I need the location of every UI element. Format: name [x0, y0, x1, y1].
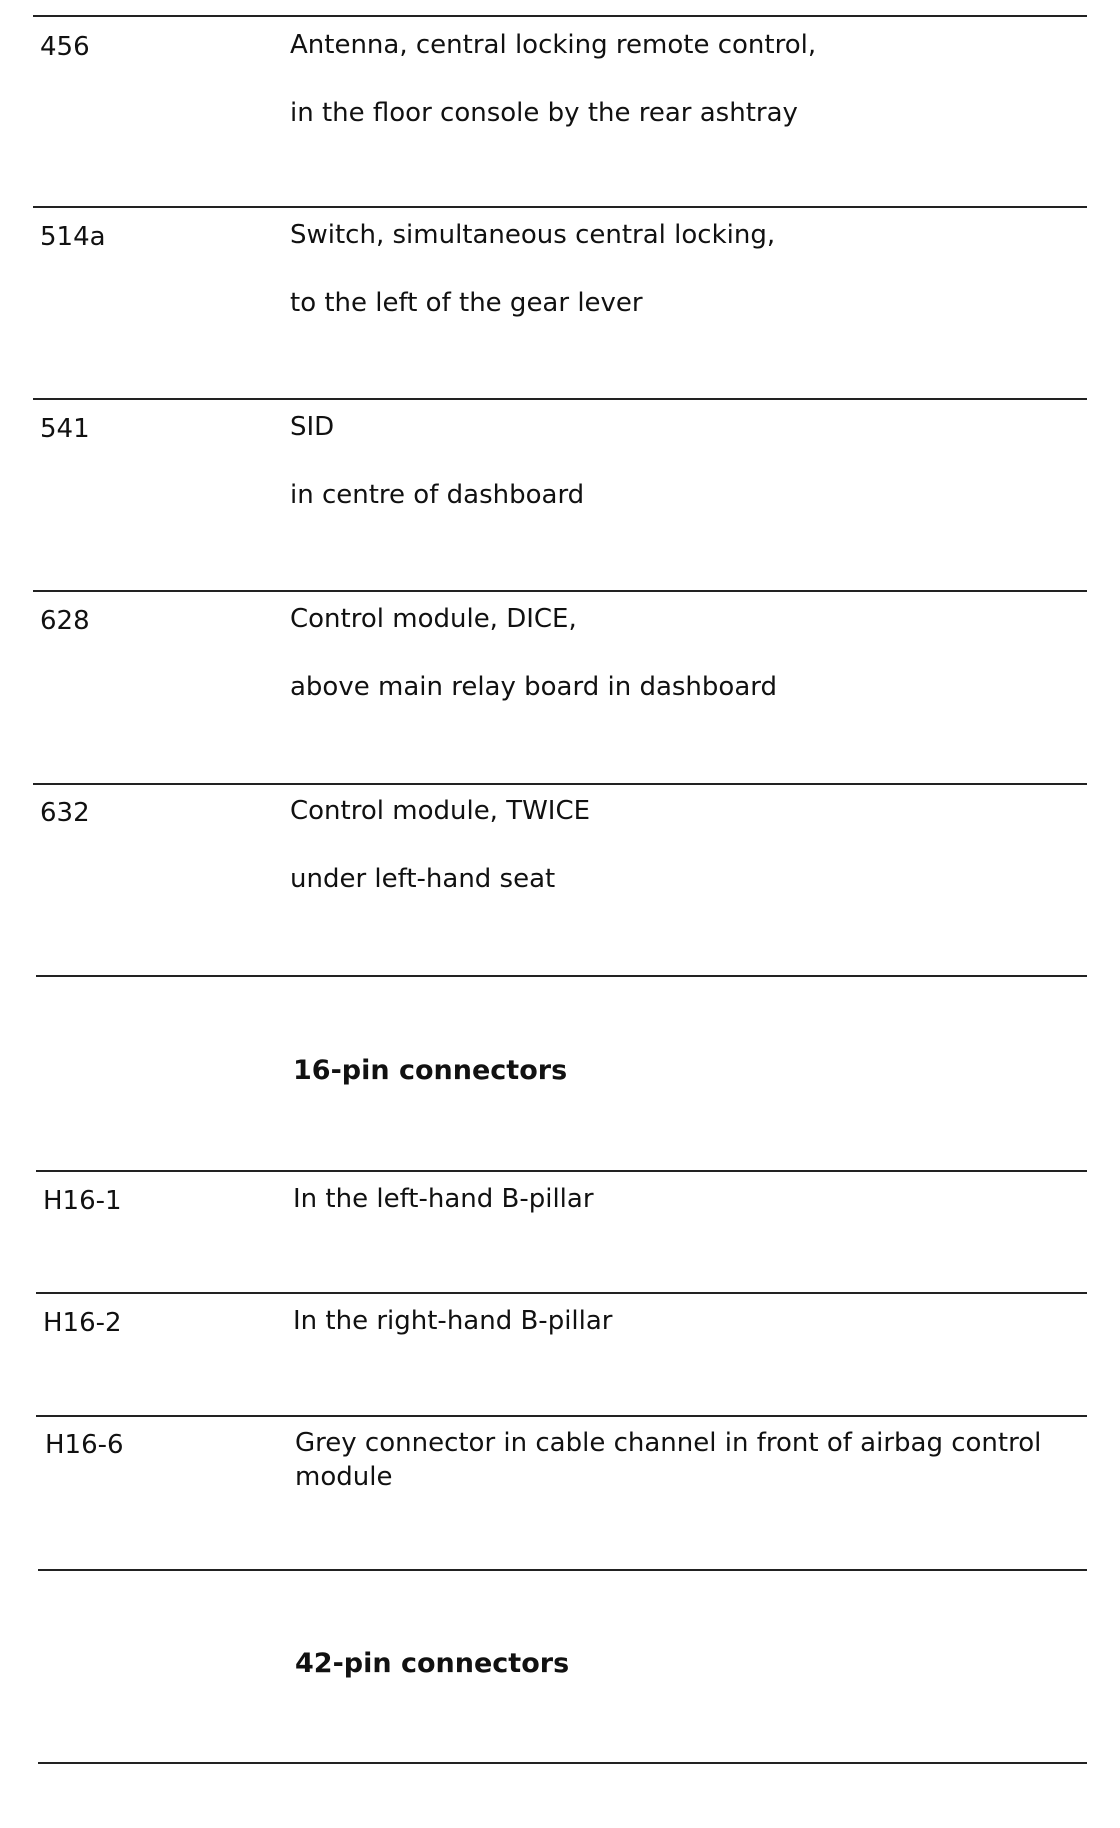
table-rule — [36, 1170, 1087, 1172]
table-rule — [36, 1415, 1087, 1417]
component-location: in the floor console by the rear ashtray — [290, 98, 798, 128]
component-description: Control module, TWICE — [290, 796, 591, 826]
component-code: 632 — [40, 798, 90, 828]
table-rule — [38, 1569, 1087, 1571]
connector-code: H16-2 — [43, 1308, 122, 1338]
connector-code: H16-1 — [43, 1186, 122, 1216]
table-rule — [36, 1292, 1087, 1294]
table-rule — [33, 398, 1087, 400]
table-rule — [33, 783, 1087, 785]
component-description: SID — [290, 412, 335, 442]
connector-location: In the left-hand B-pillar — [293, 1184, 594, 1214]
component-description: Switch, simultaneous central locking, — [290, 220, 776, 250]
table-rule — [33, 15, 1087, 17]
component-location: under left-hand seat — [290, 864, 556, 894]
table-rule — [33, 590, 1087, 592]
component-code: 541 — [40, 414, 90, 444]
component-code: 514a — [40, 222, 106, 252]
component-description: Control module, DICE, — [290, 604, 577, 634]
section-heading-16pin: 16-pin connectors — [293, 1055, 568, 1086]
component-code: 628 — [40, 606, 90, 636]
connector-location: In the right-hand B-pillar — [293, 1306, 613, 1336]
table-rule — [38, 1762, 1087, 1764]
component-code: 456 — [40, 32, 90, 62]
component-location: to the left of the gear lever — [290, 288, 643, 318]
component-location: in centre of dashboard — [290, 480, 585, 510]
connector-location: Grey connector in cable channel in front of airbag control module — [295, 1428, 1042, 1492]
connector-code: H16-6 — [45, 1430, 124, 1460]
component-location: above main relay board in dashboard — [290, 672, 777, 702]
section-heading-42pin: 42-pin connectors — [295, 1648, 570, 1679]
table-rule — [33, 206, 1087, 208]
table-rule — [36, 975, 1087, 977]
component-description: Antenna, central locking remote control, — [290, 30, 817, 60]
